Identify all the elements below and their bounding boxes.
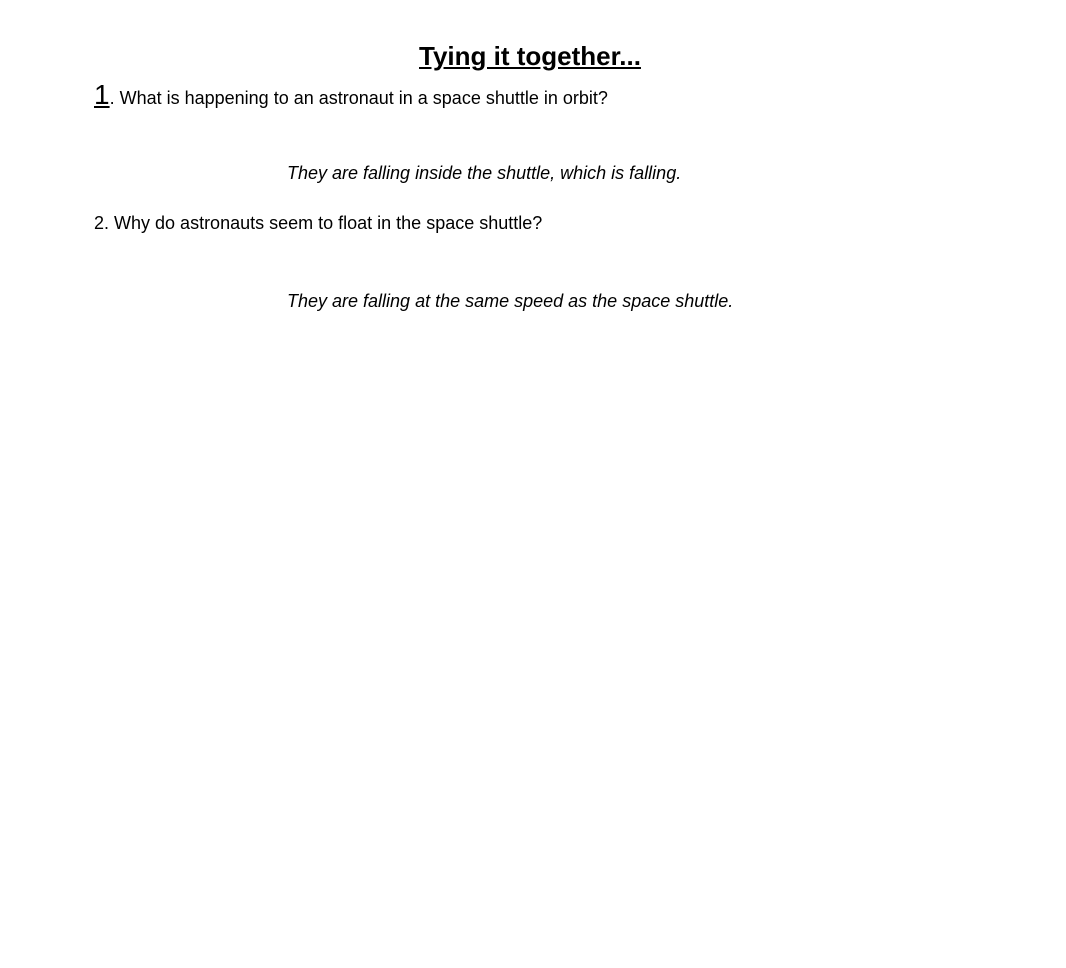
question-2-separator: . [104, 213, 115, 233]
question-1-separator: . [109, 88, 120, 108]
question-1 [94, 78, 608, 112]
question-1-text: What is happening to an astronaut in a space shuttle in orbit? [119, 88, 608, 108]
answer-1: They are falling inside the shuttle, which is falling. [287, 163, 682, 183]
question-2-number: 2 [94, 213, 105, 233]
question-2-text: Why do astronauts seem to float in the space shuttle? [114, 213, 543, 233]
question-2 [94, 213, 542, 235]
answer-2: They are falling at the same speed as the space shuttle. [287, 291, 734, 311]
page-title: Tying it together... [419, 41, 641, 71]
question-1-number: 1 [94, 79, 110, 110]
